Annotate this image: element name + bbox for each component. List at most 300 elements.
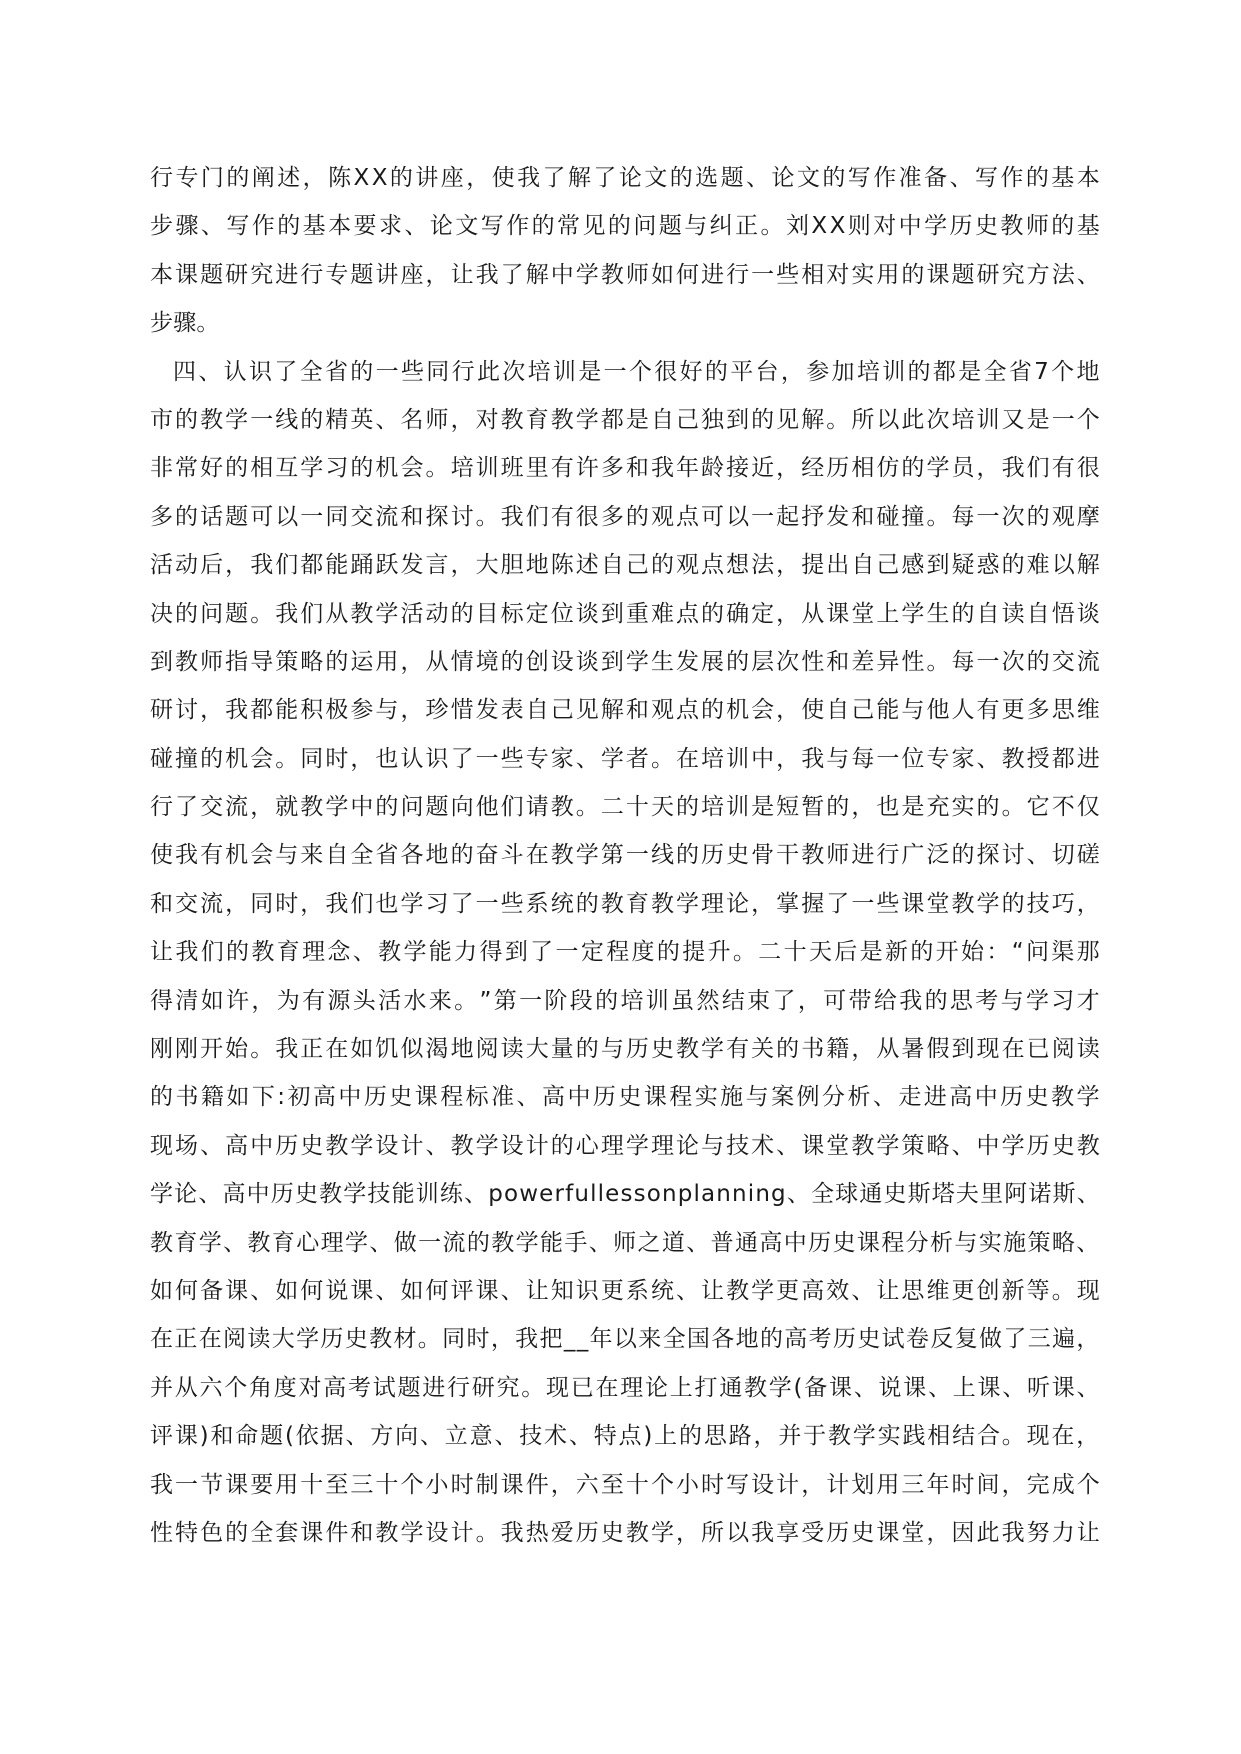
text-glyph: : xyxy=(277,1084,286,1111)
text-glyph: 题 xyxy=(260,1423,284,1450)
text-glyph: 通 xyxy=(859,1181,883,1208)
text-glyph: 的 xyxy=(226,165,250,191)
text-glyph: 遍 xyxy=(1052,1326,1076,1353)
text-glyph: 异 xyxy=(876,648,900,675)
text-glyph: 让 xyxy=(1076,1519,1100,1546)
text-glyph: 书 xyxy=(175,1084,199,1111)
text-glyph: 与 xyxy=(1000,987,1024,1014)
text-glyph: 实 xyxy=(851,261,875,288)
text-glyph: 、 xyxy=(250,1277,274,1304)
text-glyph: 史 xyxy=(851,1519,875,1546)
text-glyph: 阅 xyxy=(223,1326,247,1353)
text-glyph: 一 xyxy=(375,358,399,385)
text-glyph: 写 xyxy=(226,213,250,240)
text-glyph: 问 xyxy=(633,213,657,240)
text-glyph: 培 xyxy=(620,987,644,1014)
text-glyph: 精 xyxy=(325,406,349,433)
text-glyph: 一 xyxy=(876,745,900,772)
text-glyph: 生 xyxy=(926,600,950,627)
text-glyph: 的 xyxy=(595,987,619,1014)
text-glyph: 历 xyxy=(949,213,973,240)
text-glyph: 育 xyxy=(271,1229,296,1256)
text-glyph: 研 xyxy=(471,1374,495,1401)
text-glyph: 题 xyxy=(350,261,374,288)
text-glyph: 理 xyxy=(650,1132,675,1159)
text-glyph: 的 xyxy=(225,1519,249,1546)
text-glyph: 陈 xyxy=(550,552,574,579)
text-glyph: 问 xyxy=(1025,939,1050,966)
text-glyph: 流 xyxy=(1076,648,1100,675)
text-glyph: 教 xyxy=(744,1374,768,1401)
text-glyph: 与 xyxy=(901,697,925,724)
text-glyph: 全 xyxy=(350,842,374,869)
text-glyph: 己 xyxy=(625,552,650,579)
text-glyph: 理 xyxy=(320,1229,344,1256)
text-glyph: 流 xyxy=(225,794,249,821)
text-glyph: 、 xyxy=(1076,261,1100,288)
text-glyph: 实 xyxy=(877,1423,901,1450)
text-glyph: ， xyxy=(1076,1326,1100,1353)
text-glyph: 观 xyxy=(650,503,675,530)
text-glyph: 可 xyxy=(250,503,274,530)
text-glyph: 术 xyxy=(544,1423,568,1450)
text-glyph: 系 xyxy=(625,1277,650,1304)
text-glyph: 训 xyxy=(882,358,906,385)
text-glyph: 的 xyxy=(1001,890,1025,917)
text-glyph: n xyxy=(732,1181,747,1208)
text-glyph: 有 xyxy=(200,842,224,869)
text-glyph: 是 xyxy=(1026,406,1050,433)
text-glyph: 卷 xyxy=(906,1326,930,1353)
text-glyph: 感 xyxy=(901,552,925,579)
text-glyph: 作 xyxy=(506,213,530,240)
text-glyph: 设 xyxy=(500,1132,524,1159)
text-glyph: 教 xyxy=(319,1181,343,1208)
text-glyph: 的 xyxy=(669,165,693,191)
body-text xyxy=(150,154,1100,1557)
text-glyph: 划 xyxy=(851,1471,875,1498)
text-glyph: 流 xyxy=(200,890,224,917)
text-glyph: 座 xyxy=(440,165,464,191)
text-glyph: 了 xyxy=(826,890,850,917)
text-glyph: 读 xyxy=(500,1036,524,1063)
text-glyph: 中 xyxy=(751,745,775,772)
text-glyph: 向 xyxy=(450,794,474,821)
text-glyph: 题 xyxy=(951,261,975,288)
text-glyph: 备 xyxy=(924,165,948,191)
text-glyph: 都 xyxy=(932,358,957,385)
text-glyph: 点 xyxy=(618,1423,642,1450)
text-glyph: 的 xyxy=(500,648,524,675)
text-glyph: 。 xyxy=(650,745,675,772)
text-glyph: 活 xyxy=(400,600,424,627)
text-glyph: 让 xyxy=(525,1277,549,1304)
text-glyph: 论 xyxy=(675,1132,700,1159)
text-glyph: 交 xyxy=(175,890,199,917)
text-glyph: 试 xyxy=(372,1374,396,1401)
text-glyph: 用 xyxy=(375,648,399,675)
text-glyph: 因 xyxy=(951,1519,975,1546)
text-line xyxy=(150,541,1100,589)
text-glyph: 、 xyxy=(404,213,428,240)
text-glyph: 六 xyxy=(575,1471,599,1498)
text-glyph: 巧 xyxy=(1051,890,1075,917)
text-glyph: 始 xyxy=(961,939,985,966)
text-glyph: _ xyxy=(563,1326,576,1353)
text-glyph: 的 xyxy=(450,600,474,627)
text-glyph: 年 xyxy=(926,1471,950,1498)
text-glyph: 话 xyxy=(200,503,224,530)
text-glyph: 省 xyxy=(324,358,349,385)
text-glyph: 些 xyxy=(500,890,524,917)
text-glyph: ， xyxy=(450,552,474,579)
text-glyph: 堂 xyxy=(901,1519,925,1546)
text-glyph: 训 xyxy=(415,1181,439,1208)
text-glyph: 们 xyxy=(200,939,224,966)
text-glyph: p xyxy=(488,1181,503,1208)
text-glyph: 以 xyxy=(726,1519,750,1546)
text-glyph: 培 xyxy=(951,406,975,433)
text-glyph: l xyxy=(693,1181,701,1208)
text-glyph: 十 xyxy=(300,1471,324,1498)
text-glyph: 现 xyxy=(1076,1277,1100,1304)
text-glyph: 对 xyxy=(873,213,897,240)
text-glyph: 依 xyxy=(295,1423,319,1450)
text-glyph: 件 xyxy=(325,1519,349,1546)
text-glyph: l xyxy=(597,1181,605,1208)
text-glyph: 学 xyxy=(575,842,599,869)
text-glyph: 个 xyxy=(1076,406,1100,433)
text-glyph: 、 xyxy=(776,1132,800,1159)
text-glyph: 学 xyxy=(400,890,424,917)
text-glyph: 暂 xyxy=(801,794,825,821)
text-glyph: 一 xyxy=(751,503,775,530)
text-glyph: 用 xyxy=(876,261,900,288)
text-glyph: 教 xyxy=(369,1326,393,1353)
text-glyph: 斗 xyxy=(500,842,524,869)
text-glyph: 我 xyxy=(175,842,199,869)
text-glyph: 程 xyxy=(606,939,630,966)
text-glyph: 教 xyxy=(450,1132,474,1159)
text-glyph: 与 xyxy=(701,1132,725,1159)
text-glyph: 则 xyxy=(847,213,871,240)
text-glyph: 学 xyxy=(515,1229,539,1256)
text-glyph: 、 xyxy=(223,1229,247,1256)
text-glyph: 自 xyxy=(976,600,1000,627)
text-glyph: 课 xyxy=(901,890,925,917)
text-glyph: 我 xyxy=(515,1326,539,1353)
text-glyph: 、 xyxy=(500,1277,524,1304)
text-glyph: 件 xyxy=(525,1471,549,1498)
text-glyph: ， xyxy=(302,165,326,191)
text-glyph: 了 xyxy=(175,794,199,821)
text-glyph: 难 xyxy=(1026,552,1050,579)
text-glyph: 合 xyxy=(976,1423,1001,1450)
text-glyph: 位 xyxy=(550,600,574,627)
text-glyph: 作 xyxy=(1000,165,1024,191)
text-glyph: 设 xyxy=(751,1471,775,1498)
text-glyph: 自 xyxy=(325,842,349,869)
text-glyph: 我 xyxy=(325,890,349,917)
text-glyph: 。 xyxy=(275,745,299,772)
text-glyph: 十 xyxy=(375,1471,399,1498)
text-glyph: 何 xyxy=(300,1277,324,1304)
text-glyph: 运 xyxy=(350,648,374,675)
text-glyph: 很 xyxy=(654,358,678,385)
text-glyph: 他 xyxy=(475,794,499,821)
text-glyph: 技 xyxy=(726,1132,750,1159)
text-glyph: 的 xyxy=(704,358,729,385)
text-glyph: 练 xyxy=(439,1181,464,1208)
text-glyph: 时 xyxy=(275,890,299,917)
text-glyph: 参 xyxy=(806,358,830,385)
text-glyph: 班 xyxy=(500,455,524,482)
text-glyph: 后 xyxy=(834,939,858,966)
text-glyph: 员 xyxy=(951,455,975,482)
text-glyph: 题 xyxy=(225,600,249,627)
text-glyph: 本 xyxy=(1076,165,1100,191)
text-line xyxy=(150,202,1100,250)
text-glyph: 广 xyxy=(901,842,925,869)
text-glyph: 到 xyxy=(600,600,625,627)
text-glyph: 研 xyxy=(976,261,1000,288)
text-glyph: 到 xyxy=(600,648,625,675)
text-glyph: ， xyxy=(450,406,474,433)
text-glyph: 使 xyxy=(150,842,174,869)
text-glyph: 我 xyxy=(801,745,825,772)
text-glyph: 大 xyxy=(475,552,499,579)
text-glyph: 己 xyxy=(675,406,700,433)
text-glyph: 一 xyxy=(851,890,875,917)
text-glyph: 论 xyxy=(726,890,750,917)
text-glyph: 难 xyxy=(650,600,675,627)
text-glyph: 成 xyxy=(1051,1471,1075,1498)
text-glyph: 读 xyxy=(1001,600,1025,627)
text-glyph: 头 xyxy=(352,987,376,1014)
text-glyph: 专 xyxy=(926,745,950,772)
text-glyph: 国 xyxy=(686,1326,711,1353)
text-glyph: 理 xyxy=(302,939,326,966)
text-glyph: 和 xyxy=(625,697,650,724)
text-glyph: 一 xyxy=(976,503,1000,530)
text-glyph: 了 xyxy=(274,358,298,385)
text-glyph: 现 xyxy=(976,1036,1000,1063)
text-glyph: 们 xyxy=(1026,455,1050,482)
text-glyph: 术 xyxy=(751,1132,775,1159)
text-glyph: 目 xyxy=(475,600,499,627)
text-glyph: 机 xyxy=(726,697,750,724)
text-glyph: 了 xyxy=(500,261,524,288)
text-glyph: 专 xyxy=(175,165,199,191)
text-glyph: 谈 xyxy=(575,648,599,675)
text-line xyxy=(150,928,1100,976)
text-glyph: 十 xyxy=(625,1471,650,1498)
text-glyph: 史 xyxy=(974,213,999,240)
text-glyph: 、 xyxy=(575,745,599,772)
text-glyph: ， xyxy=(753,1423,777,1450)
text-glyph: 学 xyxy=(475,1132,499,1159)
text-glyph: 探 xyxy=(976,842,1000,869)
text-glyph: 得 xyxy=(479,939,503,966)
text-line xyxy=(150,493,1100,541)
text-glyph: 受 xyxy=(801,1519,825,1546)
text-line xyxy=(150,686,1100,734)
text-glyph: 行 xyxy=(447,1374,471,1401)
text-glyph: 次 xyxy=(502,358,526,385)
text-glyph: 程 xyxy=(669,1084,693,1111)
text-glyph: 课 xyxy=(225,1471,249,1498)
text-glyph: 知 xyxy=(550,1277,574,1304)
text-glyph: 斯 xyxy=(1052,1181,1076,1208)
text-glyph: 到 xyxy=(926,552,950,579)
text-glyph: 在 xyxy=(325,1036,349,1063)
text-glyph: 的 xyxy=(226,939,250,966)
text-line xyxy=(150,1509,1100,1557)
text-glyph: 育 xyxy=(174,1229,198,1256)
text-line xyxy=(150,735,1100,783)
text-glyph: 我 xyxy=(517,165,541,191)
text-glyph: 教 xyxy=(325,1132,349,1159)
text-glyph: 作 xyxy=(873,165,897,191)
text-glyph: 、 xyxy=(200,213,225,240)
text-glyph: 各 xyxy=(711,1326,735,1353)
text-glyph: 教 xyxy=(650,890,675,917)
text-glyph: 我 xyxy=(225,697,249,724)
text-glyph: ， xyxy=(251,987,275,1014)
text-glyph: 中 xyxy=(898,213,922,240)
text-glyph: 讲 xyxy=(375,261,399,288)
text-line xyxy=(150,1073,1100,1121)
text-glyph: 定 xyxy=(580,939,605,966)
text-glyph: 后 xyxy=(200,552,224,579)
text-glyph: 、 xyxy=(851,1277,875,1304)
text-glyph: 我 xyxy=(150,1471,174,1498)
text-glyph: 多 xyxy=(1026,697,1050,724)
text-glyph: ， xyxy=(751,890,775,917)
text-glyph: 线 xyxy=(275,406,299,433)
text-glyph: 能 xyxy=(275,697,299,724)
text-glyph: ， xyxy=(776,455,800,482)
text-glyph: 分 xyxy=(821,1084,846,1111)
text-glyph: 史 xyxy=(1025,1084,1049,1111)
text-glyph: 程 xyxy=(440,1084,464,1111)
text-glyph: 史 xyxy=(300,1132,324,1159)
text-glyph: 的 xyxy=(701,697,725,724)
text-glyph: 更 xyxy=(1001,697,1025,724)
text-glyph: 个 xyxy=(1051,358,1075,385)
text-glyph: 大 xyxy=(525,1036,549,1063)
text-glyph: 度 xyxy=(273,1374,297,1401)
text-glyph: 堂 xyxy=(926,890,950,917)
text-glyph: 分 xyxy=(905,1229,929,1256)
text-glyph: 、 xyxy=(588,1229,612,1256)
text-line xyxy=(150,880,1100,928)
text-glyph: 机 xyxy=(375,455,399,482)
text-glyph: 讨 xyxy=(175,697,199,724)
text-glyph: 了 xyxy=(450,745,474,772)
text-glyph: 以 xyxy=(726,503,750,530)
text-glyph: 历 xyxy=(575,1519,599,1546)
text-glyph: ， xyxy=(776,552,800,579)
text-glyph: 普 xyxy=(710,1229,734,1256)
text-glyph: 文 xyxy=(644,165,668,191)
text-glyph: 从 xyxy=(174,1374,198,1401)
text-glyph: 的 xyxy=(466,1229,491,1256)
text-glyph: 时 xyxy=(951,1471,975,1498)
text-glyph: 阿 xyxy=(1004,1181,1028,1208)
text-glyph: 了 xyxy=(530,939,554,966)
text-glyph: 地 xyxy=(525,552,549,579)
text-glyph: 培 xyxy=(701,794,725,821)
text-glyph: 、 xyxy=(951,1132,975,1159)
text-glyph: 的 xyxy=(300,406,324,433)
text-glyph: 使 xyxy=(491,165,515,191)
text-glyph: 教 xyxy=(350,600,374,627)
text-glyph: ， xyxy=(776,697,800,724)
text-glyph: 中 xyxy=(250,1132,274,1159)
text-glyph: 、 xyxy=(200,1132,224,1159)
text-glyph: 中 xyxy=(550,261,574,288)
text-glyph: 是 xyxy=(625,406,650,433)
text-glyph: 的 xyxy=(1001,552,1025,579)
text-glyph: 籍 xyxy=(200,1084,225,1111)
text-glyph: 重 xyxy=(625,600,650,627)
text-glyph: 在 xyxy=(675,745,700,772)
text-glyph: 的 xyxy=(175,503,199,530)
text-glyph: 都 xyxy=(1051,745,1075,772)
text-glyph: 又 xyxy=(1001,406,1025,433)
text-glyph: 学 xyxy=(198,1229,222,1256)
text-glyph: 下 xyxy=(251,1084,276,1111)
text-glyph: 行 xyxy=(300,261,324,288)
text-glyph: 近 xyxy=(751,455,775,482)
text-glyph: 历 xyxy=(320,1326,344,1353)
text-line xyxy=(150,1267,1100,1315)
text-glyph: 、 xyxy=(352,939,376,966)
text-glyph: 技 xyxy=(1026,890,1050,917)
text-glyph: 在 xyxy=(525,842,549,869)
text-glyph: 、 xyxy=(786,1181,811,1208)
text-glyph: 教 xyxy=(500,406,524,433)
text-glyph: f xyxy=(565,1181,574,1208)
text-glyph: _ xyxy=(576,1326,589,1353)
text-glyph: 道 xyxy=(661,1229,686,1256)
text-glyph: 生 xyxy=(650,648,675,675)
text-glyph: ， xyxy=(200,697,224,724)
text-glyph: 家 xyxy=(951,745,975,772)
text-glyph: 高 xyxy=(784,1326,808,1353)
text-glyph: 的 xyxy=(951,600,975,627)
text-glyph: 史 xyxy=(600,1519,625,1546)
text-glyph: 、 xyxy=(1076,1229,1100,1256)
text-glyph: 情 xyxy=(450,648,474,675)
text-glyph: 刘 xyxy=(785,213,810,240)
text-glyph: 性 xyxy=(801,648,825,675)
text-glyph: 自 xyxy=(525,697,549,724)
text-glyph: 给 xyxy=(873,987,898,1014)
text-glyph: 课 xyxy=(876,1519,900,1546)
text-glyph: 和 xyxy=(851,503,875,530)
text-glyph: 策 xyxy=(275,648,299,675)
text-glyph: 爱 xyxy=(550,1519,574,1546)
text-glyph: 活 xyxy=(378,987,402,1014)
text-glyph: 统 xyxy=(550,890,574,917)
text-glyph: 师 xyxy=(200,648,224,675)
text-glyph: 维 xyxy=(926,1277,950,1304)
text-glyph: 的 xyxy=(726,648,750,675)
text-glyph: 次 xyxy=(926,406,950,433)
text-glyph: 学 xyxy=(924,213,948,240)
